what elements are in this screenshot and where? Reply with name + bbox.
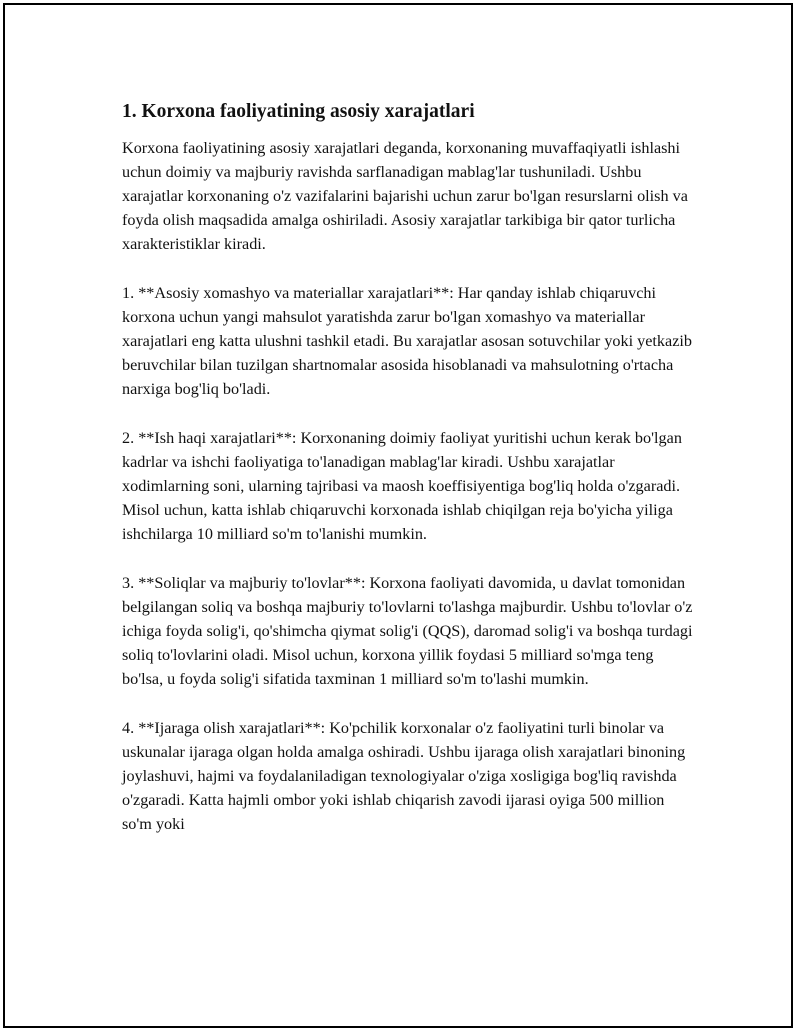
paragraph-raw-materials: 1. **Asosiy xomashyo va materiallar xarajatlari**: Har qanday ishlab chiqaruvchi korxona uchun yangi mahsulot yaratishda zarur bo'lgan xomashyo va materiallar xarajatlari eng katta ulushni tashkil etadi. Bu xarajatlar asosan sotuvchilar yoki yetkazib beruvchilar bilan tuzilgan shartnomalar asosida hisoblanadi va mahsulotning o'rtacha narxiga bog'liq bo'ladi. <box>122 283 692 399</box>
section-heading: 1. Korxona faoliyatining asosiy xarajatlari <box>122 101 475 122</box>
paragraph-wages: 2. **Ish haqi xarajatlari**: Korxonaning doimiy faoliyat yuritishi uchun kerak bo'lgan kadrlar va ishchi faoliyatiga to'lanadigan mablag'lar kiradi. Ushbu xarajatlar xodimlarning soni, ularning tajribasi va maosh koeffisiyentiga bog'liq holda o'zgaradi. Misol uchun, katta ishlab chiqaruvchi korxonada ishlab chiqilgan reja bo'yicha yiliga ishchilarga 10 milliard so'm to'lanishi mumkin. <box>122 428 682 544</box>
intro-paragraph: Korxona faoliyatining asosiy xarajatlari deganda, korxonaning muvaffaqiyatli ishlashi uchun doimiy va majburiy ravishda sarflanadigan mablag'lar tushuniladi. Ushbu xarajatlar korxonaning o'z vazifalarini bajarishi uchun zarur bo'lgan resurslarni olish va foyda olish maqsadida amalga oshiriladi. Asosiy xarajatlar tarkibiga bir qator turlicha xarakteristiklar kiradi. <box>122 139 688 254</box>
document-page <box>3 3 793 1028</box>
document-body <box>122 99 697 861</box>
paragraph-taxes: 3. **Soliqlar va majburiy to'lovlar**: Korxona faoliyati davomida, u davlat tomonidan belgilangan soliq va boshqa majburiy to'lovlarni to'lashga majburdir. Ushbu to'lovlar o'z ichiga foyda solig'i, qo'shimcha qiymat solig'i (QQS), daromad solig'i va boshqa turdagi soliq to'lovlarini oladi. Misol uchun, korxona yillik foydasi 5 milliard so'mga teng bo'lsa, u foyda solig'i sifatida taxminan 1 milliard so'm to'lashi mumkin. <box>122 573 693 689</box>
paragraph-rent: 4. **Ijaraga olish xarajatlari**: Ko'pchilik korxonalar o'z faoliyatini turli binolar va uskunalar ijaraga olgan holda amalga oshiradi. Ushbu ijaraga olish xarajatlari binoning joylashuvi, hajmi va foydalaniladigan texnologiyalar o'ziga xosligiga bog'liq ravishda o'zgaradi. Katta hajmli ombor yoki ishlab chiqarish zavodi ijarasi oyiga 500 million so'm yoki <box>122 718 686 834</box>
